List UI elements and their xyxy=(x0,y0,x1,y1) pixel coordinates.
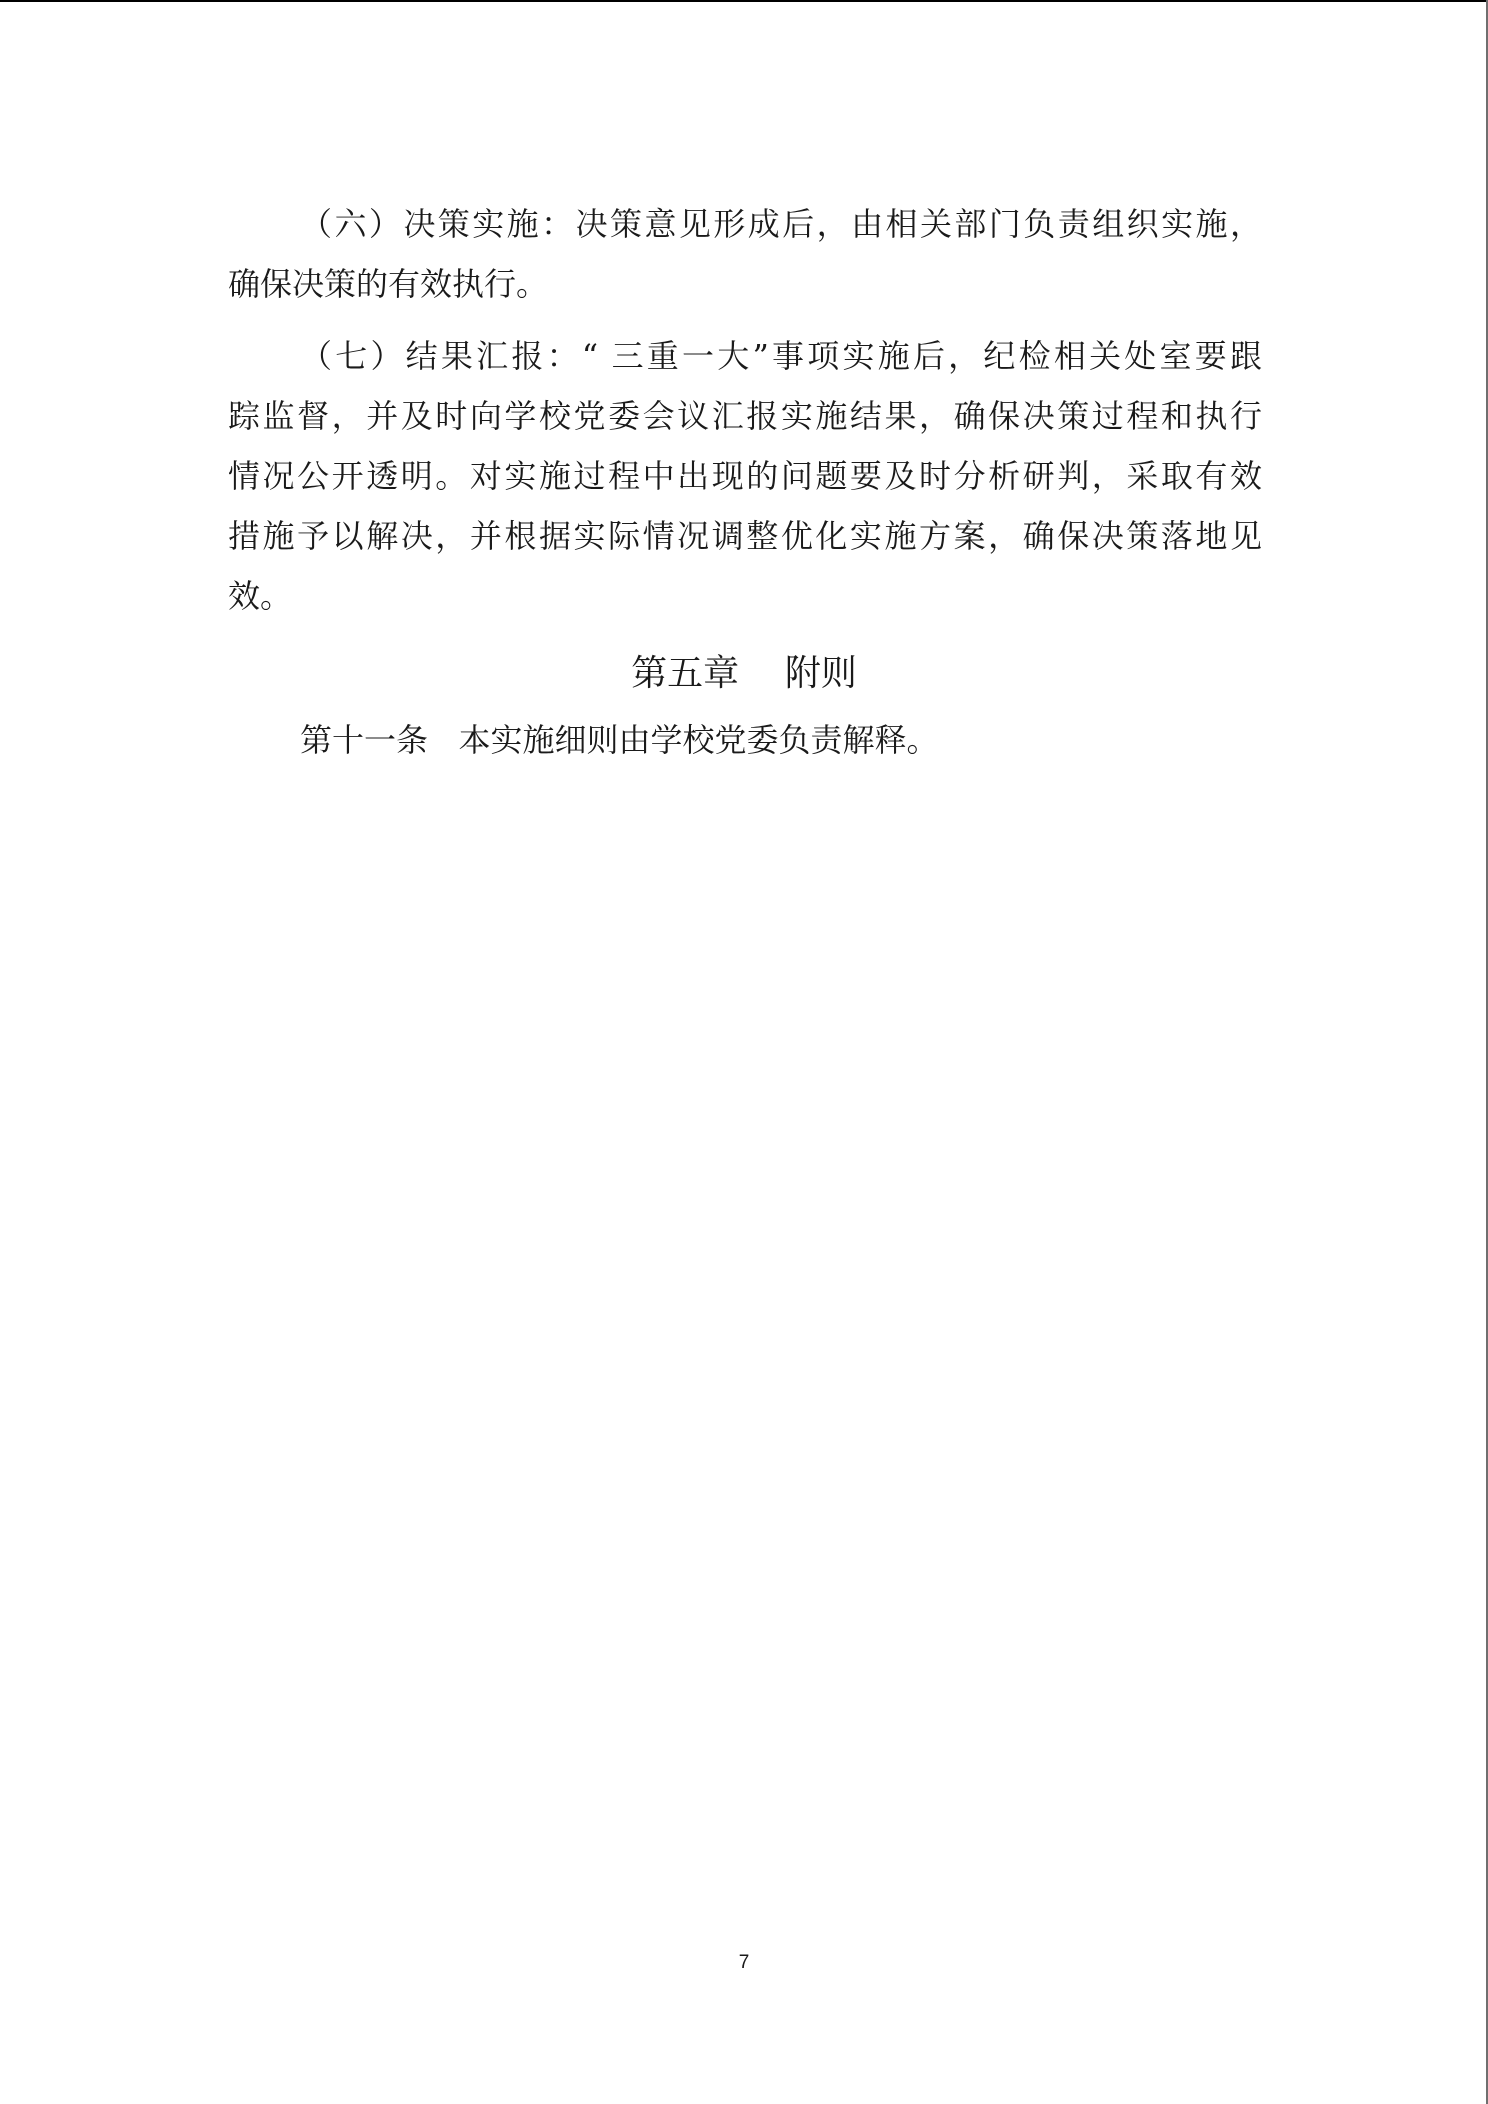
page-number: 7 xyxy=(738,1952,750,1973)
paragraph-result-report xyxy=(228,326,1262,626)
paragraph-line: 效。 xyxy=(228,577,293,615)
paragraph-line: 措施予以解决，并根据实际情况调整优化实施方案，确保决策落地见 xyxy=(228,517,1262,555)
paragraph-line: 确保决策的有效执行。 xyxy=(228,265,549,303)
page-top-border xyxy=(0,0,1488,2)
chapter-heading: 第五章 附则 xyxy=(631,653,857,694)
paragraph-line: （七）结果汇报：“ 三重一大”事项实施后，纪检相关处室要跟 xyxy=(300,337,1262,375)
paragraph-line: （六）决策实施：决策意见形成后，由相关部门负责组织实施， xyxy=(300,205,1262,243)
article-eleven: 第十一条 本实施细则由学校党委负责解释。 xyxy=(300,721,939,759)
paragraph-decision-implementation xyxy=(228,194,1262,314)
paragraph-line: 情况公开透明。对实施过程中出现的问题要及时分析研判，采取有效 xyxy=(228,457,1262,495)
paragraph-line: 踪监督，并及时向学校党委会议汇报实施结果，确保决策过程和执行 xyxy=(228,397,1262,435)
